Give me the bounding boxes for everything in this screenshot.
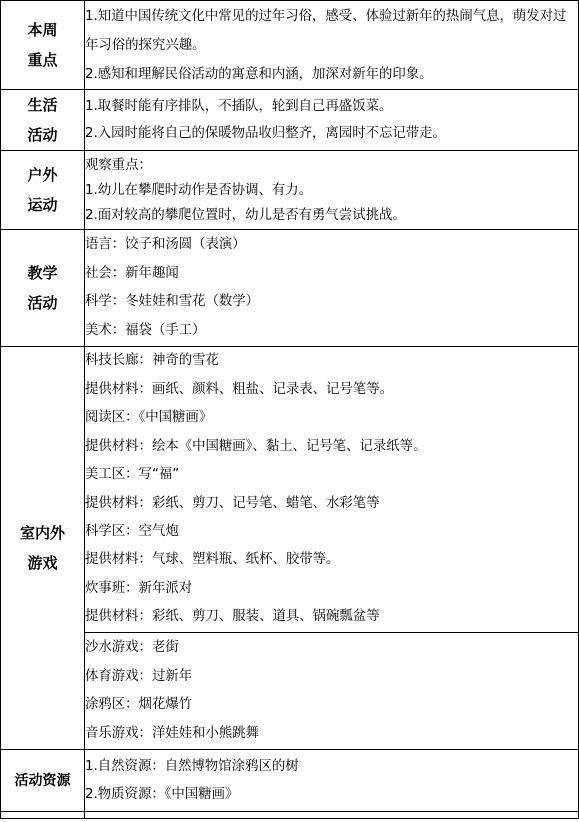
game-item: 沙水游戏：老街 bbox=[85, 640, 179, 655]
row-games-outdoor bbox=[1, 633, 579, 750]
row-games-indoor bbox=[1, 347, 579, 633]
content-activity-resources bbox=[85, 750, 579, 812]
label-games: 室内外 游戏 bbox=[1, 347, 85, 750]
content-teaching-activities bbox=[85, 230, 579, 347]
table-continuation bbox=[1, 812, 579, 819]
row-weekly-focus bbox=[1, 1, 579, 90]
content-outdoor-sports bbox=[85, 151, 579, 230]
game-item: 美工区：写“福” bbox=[85, 467, 180, 483]
game-item: 提供材料：画纸、颜料、粗盐、记录表、记号笔等。 bbox=[85, 381, 393, 397]
game-item: 音乐游戏：洋娃娃和小熊跳舞 bbox=[85, 725, 260, 741]
game-item: 体育游戏：过新年 bbox=[85, 668, 193, 684]
outdoor-item: 观察重点： bbox=[85, 157, 152, 173]
game-item: 涂鸦区：烟花爆竹 bbox=[85, 697, 193, 712]
game-item: 阅读区：《中国糖画》 bbox=[85, 410, 213, 426]
resource-item: 2.物质资源：《中国糖画》 bbox=[85, 786, 239, 802]
game-item: 提供材料：彩纸、剪刀、记号笔、蜡笔、水彩笔等 bbox=[85, 495, 380, 511]
teaching-item: 语言：饺子和汤圆（表演） bbox=[85, 237, 246, 252]
outdoor-item: 1.幼儿在攀爬时动作是否协调、有力。 bbox=[85, 182, 313, 198]
label-weekly-focus: 本周 重点 bbox=[1, 1, 85, 90]
resource-item: 1.自然资源：自然博物馆涂鸦区的树 bbox=[85, 759, 299, 774]
teaching-item: 科学：冬娃娃和雪花（数学） bbox=[85, 294, 260, 309]
focus-item: 1.知道中国传统文化中常见的过年习俗，感受、体验过新年的热闹气息，萌发对过年习俗的探究兴趣。 bbox=[85, 8, 567, 53]
game-item: 科学区：空气炮 bbox=[85, 523, 179, 539]
row-activity-resources bbox=[1, 750, 579, 812]
content-weekly-focus bbox=[85, 1, 579, 90]
life-item: 1.取餐时能有序排队，不插队，轮到自己再盛饭菜。 bbox=[85, 98, 393, 114]
content-life-activities bbox=[85, 90, 579, 151]
teaching-item: 社会：新年趣闻 bbox=[85, 265, 179, 281]
game-item: 科技长廊：神奇的雪花 bbox=[85, 353, 219, 369]
label-teaching-activities: 教学 活动 bbox=[1, 230, 85, 347]
row-outdoor-sports bbox=[1, 151, 579, 230]
label-outdoor-sports: 户外 运动 bbox=[1, 151, 85, 230]
game-item: 提供材料：彩纸、剪刀、服装、道具、锅碗瓢盆等 bbox=[85, 609, 380, 625]
life-item: 2.入园时能将自己的保暖物品收归整齐，离园时不忘记带走。 bbox=[85, 126, 446, 141]
content-games-indoor bbox=[85, 347, 579, 633]
label-activity-resources: 活动资源 bbox=[1, 750, 85, 812]
game-item: 提供材料：绘本《中国糖画》、黏土、记号笔、记录纸等。 bbox=[85, 438, 427, 454]
outdoor-item: 2.面对较高的攀爬位置时，幼儿是否有勇气尝试挑战。 bbox=[85, 207, 406, 223]
label-life-activities: 生活 活动 bbox=[1, 90, 85, 151]
game-item: 提供材料：气球、塑料瓶、纸杯、胶带等。 bbox=[85, 552, 340, 568]
row-life-activities bbox=[1, 90, 579, 151]
content-games-outdoor bbox=[85, 633, 579, 750]
teaching-item: 美术：福袋（手工） bbox=[85, 322, 206, 338]
game-item: 炊事班：新年派对 bbox=[85, 580, 193, 596]
row-teaching-activities bbox=[1, 230, 579, 347]
focus-item: 2.感知和理解民俗活动的寓意和内涵，加深对新年的印象。 bbox=[85, 66, 433, 82]
